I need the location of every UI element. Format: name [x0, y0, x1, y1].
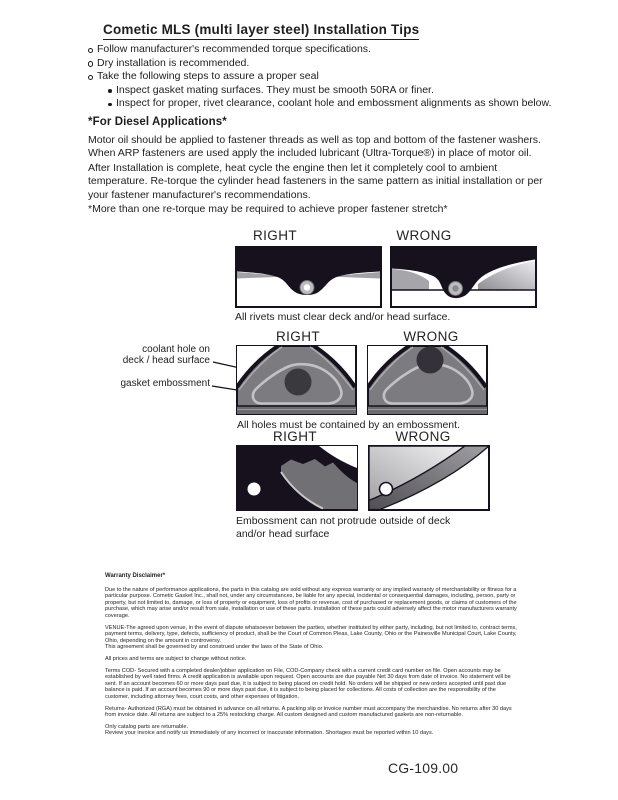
- sub-list-item: Inspect for proper, rivet clearance, coolant hole and embossment alignments as shown below.: [88, 97, 566, 111]
- disclaimer-paragraph: Terms COD- Secured with a completed dealer/jobber application on File, COD-Company check with a current credit card number on file. Open accounts may be established by well rated firms. A credit application is available upon request. Open accounts are due payable Net 30 days from date of invoice. No statement will be sent. If an account becomes 60 or more days past due, it is subject to being placed on credit hold. No orders will be shipped or new orders accepted until past due balance is paid. If an account becomes 90 or more days past due, it is subject to being placed for collections. All costs of collection are the responsibility of the customer, including attorney fees, court costs, and other expenses of litigation.: [105, 667, 511, 700]
- embossment-protrusion-wrong-diagram: [368, 445, 490, 511]
- retorque-note: *More than one re-torque may be required to achieve proper fastener stretch*: [88, 203, 448, 215]
- disclaimer-paragraph: Returns- Authorized (RGA) must be obtained in advance on all returns. A packing slip or invoice number must accompany the merchandise. No returns after 30 days from invoice date. All returns are subject to a 25% restocking charge. All custom designed and custom manufactured gaskets are non-returnable.: [105, 705, 512, 719]
- sub-list-item: Inspect gasket mating surfaces. They must be smooth 50RA or finer.: [88, 84, 566, 98]
- list-item: Follow manufacturer's recommended torque specifications.: [88, 43, 566, 57]
- coolant-hole-icon: [417, 347, 444, 374]
- wrong-label: WRONG: [395, 429, 451, 444]
- installation-tips-list: [88, 43, 566, 111]
- diesel-applications-heading: *For Diesel Applications*: [88, 116, 227, 128]
- warranty-disclaimer-heading: Warranty Disclaimer*: [105, 573, 166, 579]
- list-item: Take the following steps to assure a proper seal: [88, 70, 566, 84]
- rivet-clearance-caption: All rivets must clear deck and/or head surface.: [235, 311, 451, 323]
- disclaimer-paragraph: Review your invoice and notify us immediately of any incorrect or inaccurate information. Shortages must be reported within 10 days.: [105, 730, 434, 737]
- disclaimer-paragraph: This agreement shall be governed by and construed under the laws of the State of Ohio.: [105, 644, 324, 651]
- rivet-clearance-right-diagram: [235, 246, 382, 308]
- rivet-right-illustration: [235, 246, 382, 308]
- coolant-hole-wrong-illustration: [367, 345, 488, 415]
- right-label: RIGHT: [273, 429, 317, 444]
- protrusion-wrong-illustration: [368, 445, 490, 511]
- wrong-label: WRONG: [396, 228, 452, 243]
- diesel-paragraph-motor-oil: Motor oil should be applied to fastener threads as well as top and bottom of the fastener washers. When ARP fasteners are used apply the included lubricant (Ultra-Torque®) in place of motor oil.: [88, 134, 541, 160]
- embossment-protrusion-caption: Embossment can not protrude outside of deck and/or head surface: [236, 515, 451, 540]
- disclaimer-paragraph: VENUE-The agreed upon venue, in the event of dispute whatsoever between the parties, whether instituted by either party, including, but not limited to, contract terms, payment terms, delivery, type, defects, sufficiency of product, shall be the Court of Common Pleas, Lake County, Ohio or the Painesville Municipal Court, Lake County, Ohio, depending on the amount in controversy.: [105, 624, 517, 644]
- page-number: CG-109.00: [388, 760, 459, 776]
- embossment-containment-right-diagram: [236, 345, 357, 415]
- disclaimer-paragraph: Only catalog parts are returnable.: [105, 723, 189, 730]
- rivet-wrong-illustration: [390, 246, 537, 308]
- coolant-hole-callout: coolant hole on deck / head surface: [122, 344, 210, 367]
- wrong-label: WRONG: [403, 329, 459, 344]
- bolt-hole-icon: [248, 483, 261, 496]
- list-item: Dry installation is recommended.: [88, 57, 566, 71]
- warranty-disclaimer: [105, 573, 517, 742]
- right-label: RIGHT: [253, 228, 297, 243]
- embossment-containment-caption: All holes must be contained by an embossment.: [237, 419, 460, 431]
- page-title: Cometic MLS (multi layer steel) Installation Tips: [103, 22, 419, 40]
- disclaimer-paragraph: Due to the nature of performance applications, the parts in this catalog are sold without any express warranty or any implied warranty of merchantability or fitness for a particular purpose. Cometic Gasket Inc., shall not, under any circumstances, be liable for any special, incidental or consequential damages, including, person, party or property, but not limited to, damage, or loss of property or equipment, loss of profits or revenue, cost of purchased or replacement goods, or claims of customers of the purchase, which may arise and/or result from sale, installation or use of these parts. Installation of these parts could adversely affect the motor manufacturers warranty coverage.: [105, 586, 517, 619]
- right-label: RIGHT: [276, 329, 320, 344]
- gasket-embossment-callout: gasket embossment: [120, 378, 210, 389]
- protrusion-right-illustration: [236, 445, 358, 511]
- bolt-hole-icon: [380, 483, 393, 496]
- coolant-hole-icon: [285, 369, 312, 396]
- rivet-clearance-wrong-diagram: [390, 246, 537, 308]
- diesel-paragraph-retorque: After Installation is complete, heat cycle the engine then let it completely cool to ambient temperature. Re-torque the cylinder head fasteners in the same pattern as initial installation or per your fastener manufacturer's recommendations.: [88, 162, 543, 201]
- coolant-hole-right-illustration: [236, 345, 357, 415]
- embossment-containment-wrong-diagram: [367, 345, 488, 415]
- embossment-protrusion-right-diagram: [236, 445, 358, 511]
- disclaimer-paragraph: All prices and terms are subject to change without notice.: [105, 655, 247, 662]
